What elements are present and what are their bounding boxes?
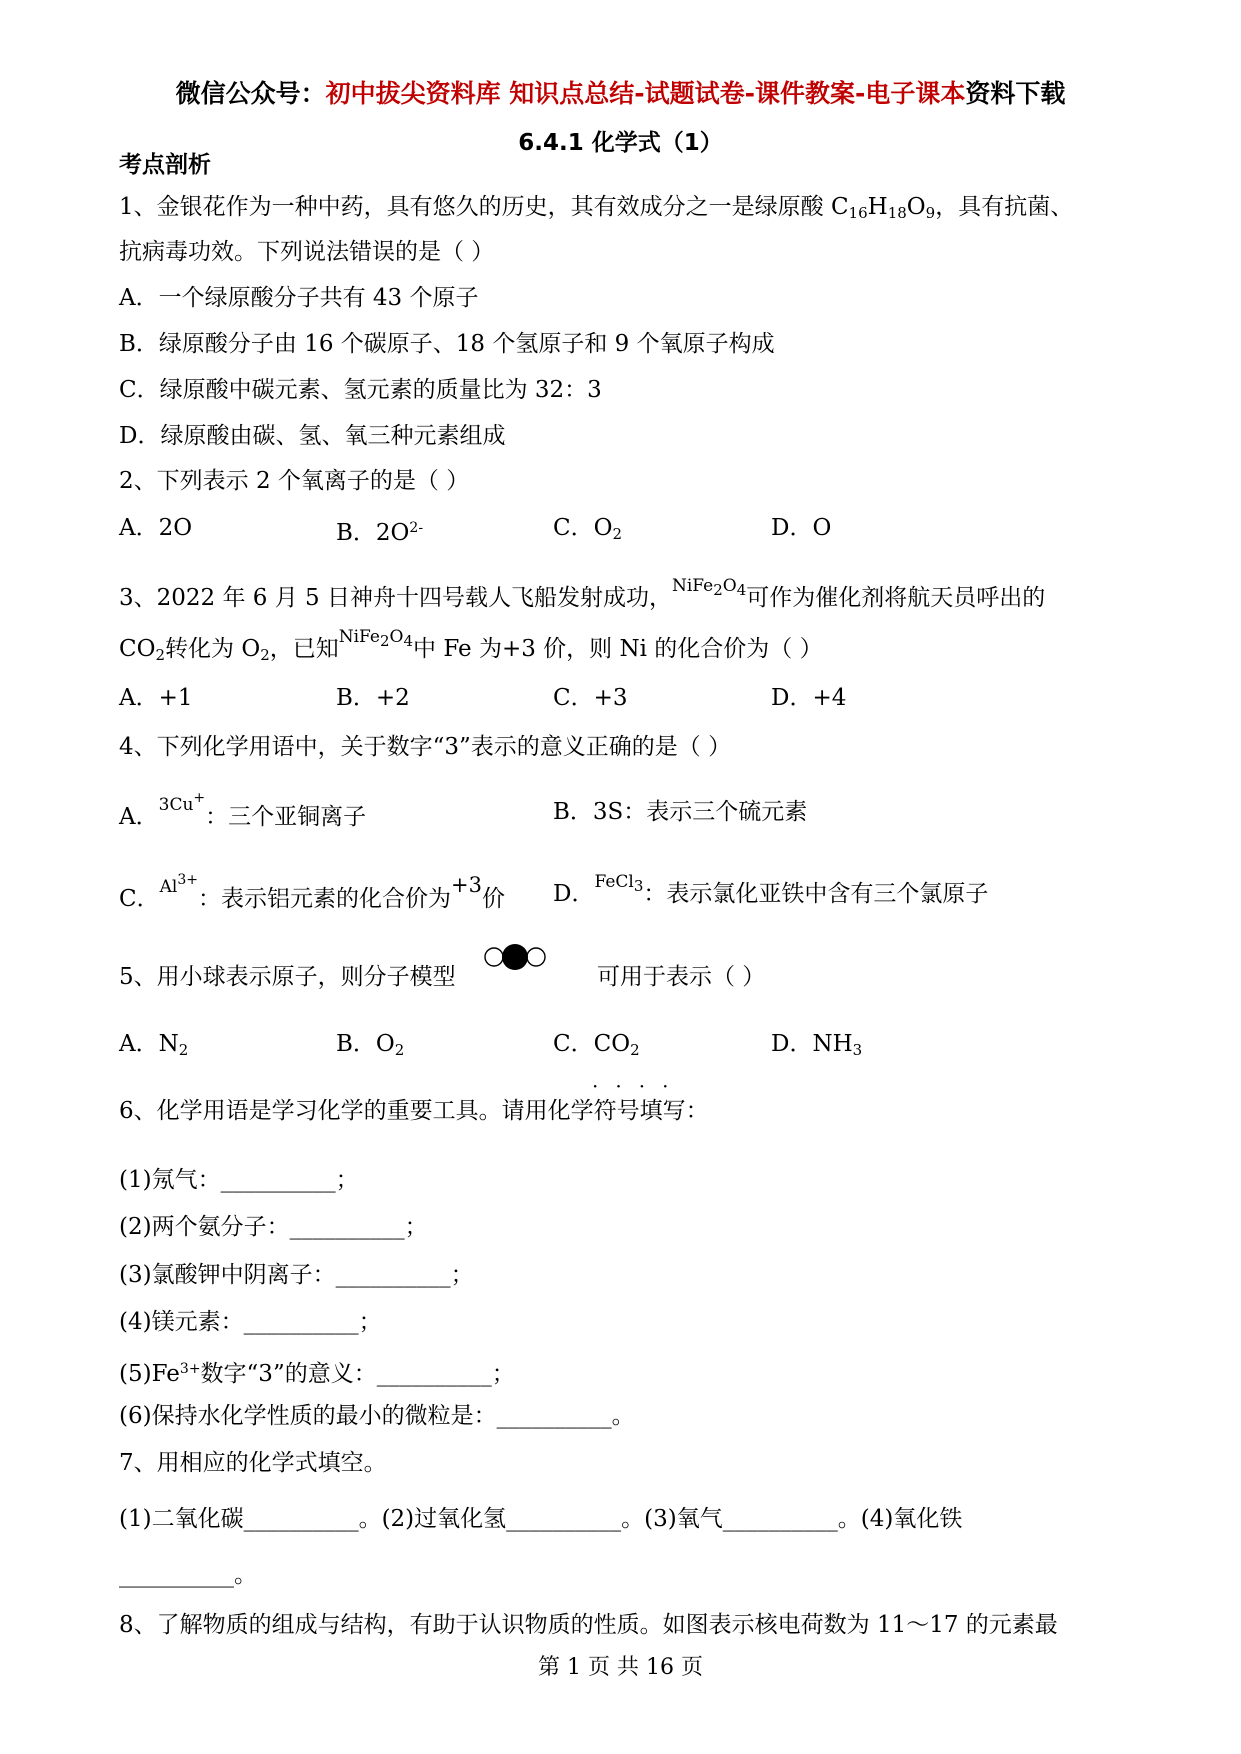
q1-option-c: C．绿原酸中碳元素、氢元素的质量比为 32：3 bbox=[119, 377, 602, 403]
q6-item-4: (4)镁元素：__________； bbox=[119, 1309, 382, 1335]
q1-stem-line1: 1、金银花作为一种中药，具有悠久的历史，其有效成分之一是绿原酸 $C_{16}H_{18}O_9$，具有抗菌、 bbox=[119, 194, 1074, 222]
header-red-text: 初中拔尖资料库 知识点总结-试题试卷-课件教案-电子课本 bbox=[325, 79, 966, 108]
q2-option-c: C．$O_2$ bbox=[553, 515, 623, 543]
q1-option-a: A．一个绿原酸分子共有 43 个原子 bbox=[119, 285, 479, 311]
q5-option-c: C．$CO_2$ bbox=[553, 1031, 640, 1059]
q3-option-b: B．+2 bbox=[336, 685, 410, 711]
header-suffix: 资料下载 bbox=[965, 79, 1066, 108]
q5-stem: 5、用小球表示原子，则分子模型 bbox=[119, 964, 456, 990]
page-footer: 第 1 页 共 16 页 bbox=[538, 1655, 703, 1680]
q4-stem: 4、下列化学用语中，关于数字“3”表示的意义正确的是（ ） bbox=[119, 734, 732, 760]
q1-option-d: D．绿原酸由碳、氢、氧三种元素组成 bbox=[119, 423, 506, 449]
q3-formula-1: $NiFe_2O_4$ bbox=[672, 576, 747, 599]
q6-item-3: (3)氯酸钾中阴离子：__________； bbox=[119, 1262, 474, 1288]
q6-item-6: (6)保持水化学性质的最小的微粒是：__________。 bbox=[119, 1403, 635, 1429]
q3-stem-line2: $CO_2$转化为 $O_2$，已知$NiFe_2O_4$中 Fe 为+3 价，则 Ni 的化合价为（ ） bbox=[119, 634, 823, 670]
q4-c-formula: $Al^{3+}$ bbox=[159, 872, 198, 897]
q6-stem: 6、化学用语是学习化学的重要工具。请用化学符号填写： bbox=[119, 1098, 709, 1124]
q2-option-b: B．$2O^{2-}$ bbox=[336, 520, 424, 546]
q4-option-a: A．3Cu+：三个亚铜离子 bbox=[119, 797, 366, 834]
q3-option-c: C．+3 bbox=[553, 685, 628, 711]
q5-option-a: A．$N_2$ bbox=[119, 1031, 189, 1059]
q2-option-d: D．O bbox=[771, 515, 832, 541]
q6-item-2: (2)两个氨分子：__________； bbox=[119, 1214, 428, 1240]
q4-option-c: C．$Al^{3+}$：表示铝元素的化合价为+3价 bbox=[119, 879, 505, 916]
q3-option-d: D．+4 bbox=[771, 685, 847, 711]
q6-item-1: (1)氖气：__________； bbox=[119, 1167, 359, 1193]
molecule-model-icon bbox=[482, 942, 548, 972]
q4-c-valence: +3 bbox=[450, 873, 482, 897]
section-heading: 考点剖析 bbox=[119, 152, 211, 178]
page-title: 6.4.1 化学式（1） bbox=[518, 130, 723, 156]
q4-option-d: D．FeCl$_3$：表示氯化亚铁中含有三个氯原子 bbox=[553, 879, 988, 915]
q2-stem: 2、下列表示 2 个氧离子的是（ ） bbox=[119, 468, 470, 494]
q5-stem-tail: 可用于表示（ ） bbox=[597, 964, 766, 990]
q2-option-a: A．2O bbox=[119, 515, 193, 541]
q7-line1: (1)二氧化碳__________。(2)过氧化氢__________。(3)氧气__________。(4)氧化铁 bbox=[119, 1506, 963, 1532]
q1-option-b: B．绿原酸分子由 16 个碳原子、18 个氢原子和 9 个氧原子构成 bbox=[119, 331, 775, 357]
q3-formula-2: $NiFe_2O_4$ bbox=[338, 627, 414, 650]
page-header bbox=[0, 74, 1241, 110]
q8-stem: 8、了解物质的组成与结构，有助于认识物质的性质。如图表示核电荷数为 11～17 的元素最 bbox=[119, 1612, 1058, 1638]
q7-stem: 7、用相应的化学式填空。 bbox=[119, 1450, 387, 1476]
q4-option-b: B．3S：表示三个硫元素 bbox=[553, 799, 808, 825]
q4-a-formula: 3Cu+ bbox=[158, 790, 206, 815]
q5-option-d: D．$NH_3$ bbox=[771, 1031, 863, 1059]
emphasis-dots: ···· bbox=[592, 1074, 686, 1098]
q6-item-5: $(5)Fe^{3+}$数字“3”的意义：__________； bbox=[119, 1361, 515, 1387]
q1-stem-line2: 抗病毒功效。下列说法错误的是（ ） bbox=[119, 239, 495, 265]
q7-line2: __________。 bbox=[119, 1562, 257, 1588]
q3-option-a: A．+1 bbox=[119, 685, 193, 711]
q3-stem-line1: 3、2022 年 6 月 5 日神舟十四号载人飞船发射成功，$NiFe_2O_4$可作为催化剂将航天员呼出的 bbox=[119, 583, 1045, 619]
header-prefix: 微信公众号： bbox=[175, 79, 326, 108]
q5-option-b: B．$O_2$ bbox=[336, 1031, 405, 1059]
q4-d-formula: FeCl$_3$ bbox=[594, 872, 644, 895]
